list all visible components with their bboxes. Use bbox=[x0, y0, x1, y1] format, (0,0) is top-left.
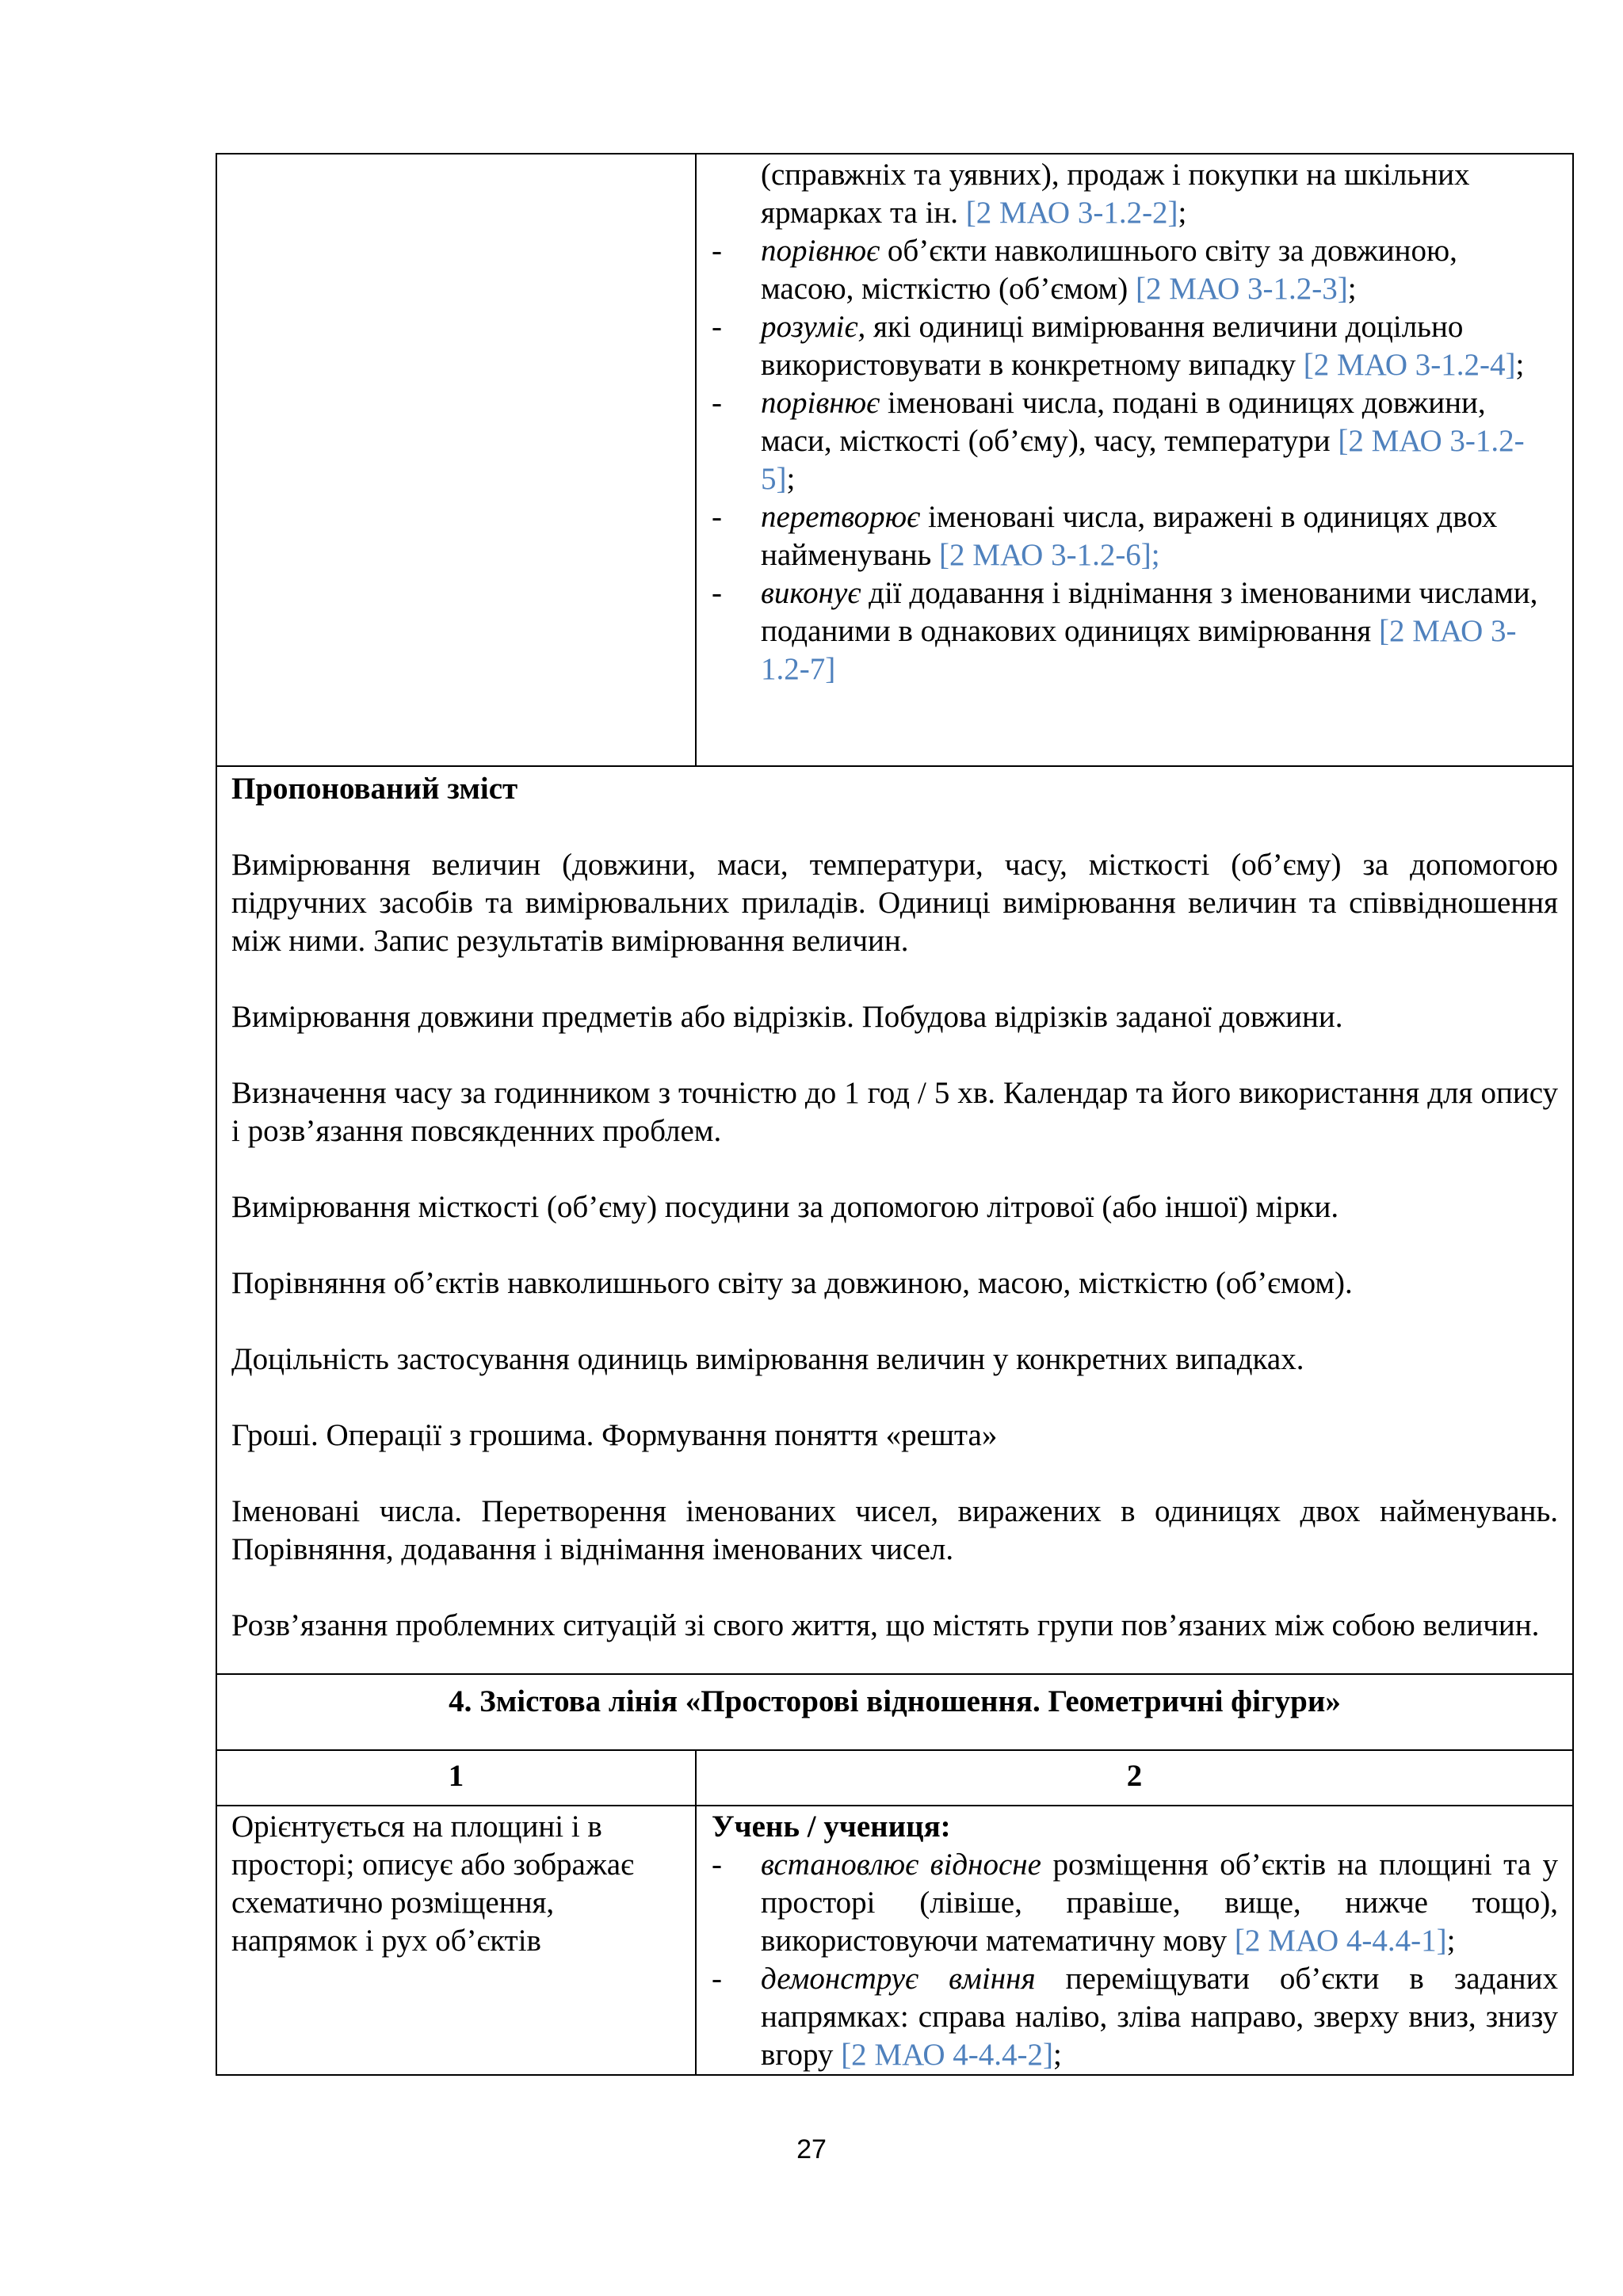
column-number-1: 1 bbox=[216, 1750, 696, 1806]
general-outcome-cell bbox=[216, 1806, 696, 2075]
section4-content-row bbox=[216, 1806, 1573, 2075]
curriculum-ref: [2 МАО 3-1.2-5] bbox=[761, 424, 1525, 496]
outcomes-list-top bbox=[697, 156, 1555, 688]
document-table bbox=[216, 153, 1574, 2076]
list-item: - демонструє вміння переміщувати об’єкти в заданих напрямках: справа наліво, зліва направо, зверху вниз, знизу вгору [2 МАО 4-4.4-2]; bbox=[712, 1962, 1558, 2072]
proposed-heading: Пропонований зміст bbox=[231, 772, 518, 806]
pupil-label: Учень / учениця: bbox=[712, 1810, 951, 1844]
list-item: - виконує дії додавання і віднімання з іменованими числами, поданими в однакових одиницях вимірювання [2 МАО 3-1.2-7] bbox=[712, 576, 1538, 686]
proposed-content-row bbox=[216, 766, 1573, 1674]
paragraph: Порівняння об’єктів навколишнього світу за довжиною, масою, місткістю (об’ємом). bbox=[231, 1266, 1353, 1300]
top-right-cell bbox=[696, 154, 1573, 766]
curriculum-ref: [2 МАО 3-1.2-2] bbox=[965, 196, 1178, 230]
paragraph: Вимірювання довжини предметів або відрізків. Побудова відрізків заданої довжини. bbox=[231, 1000, 1343, 1034]
curriculum-ref: [2 МАО 3-1.2-3] bbox=[1135, 272, 1348, 306]
column-number-row bbox=[216, 1750, 1573, 1806]
section-title: 4. Змістова лінія «Просторові відношення. Геометричні фігури» bbox=[216, 1674, 1573, 1750]
list-item: - встановлює відносне розміщення об’єктів на площині та у просторі (лівіше, правіше, вище, нижче тощо), використовуючи математичну мову [2 МАО 4-4.4-1]; bbox=[712, 1848, 1558, 1958]
general-outcome-text: Орієнтується на площині і в просторі; описує або зображає схематично розміщення, напрямок і рух об’єктів bbox=[231, 1810, 634, 1958]
list-item: - порівнює об’єкти навколишнього світу за довжиною, масою, місткістю (об’ємом) [2 МАО 3-1.2-3]; bbox=[712, 234, 1457, 306]
section-title-row bbox=[216, 1674, 1573, 1750]
page-number: 27 bbox=[796, 2134, 827, 2164]
outcomes-list-section4 bbox=[697, 1846, 1558, 2074]
paragraph: Гроші. Операції з грошима. Формування поняття «решта» bbox=[231, 1418, 998, 1452]
proposed-content-cell bbox=[216, 766, 1573, 1674]
specific-outcomes-cell bbox=[696, 1806, 1573, 2075]
paragraph: Розв’язання проблемних ситуацій зі свого життя, що містять групи пов’язаних між собою величин. bbox=[231, 1608, 1540, 1642]
paragraph: Іменовані числа. Перетворення іменованих чисел, виражених в одиницях двох найменувань. Порівняння, додавання і віднімання іменованих чисел. bbox=[231, 1494, 1558, 1566]
list-item: - перетворює іменовані числа, виражені в одиницях двох найменувань [2 МАО 3-1.2-6]; bbox=[712, 500, 1498, 572]
paragraph: Вимірювання місткості (об’єму) посудини за допомогою літрової (або іншої) мірки. bbox=[231, 1190, 1339, 1224]
paragraph: Визначення часу за годинником з точністю до 1 год / 5 хв. Календар та його використання для опису і розв’язання повсякденних проблем. bbox=[231, 1076, 1558, 1148]
list-item: - розуміє, які одиниці вимірювання величини доцільно використовувати в конкретному випадку [2 МАО 3-1.2-4]; bbox=[712, 310, 1525, 382]
paragraph: Вимірювання величин (довжини, маси, температури, часу, місткості (об’єму) за допомогою підручних засобів та вимірювальних приладів. Одиниці вимірювання величин та співвідношення між ними. Запис результатів вимірювання величин. bbox=[231, 848, 1558, 958]
curriculum-ref: [2 МАО 4-4.4-1] bbox=[1234, 1924, 1447, 1958]
top-row bbox=[216, 154, 1573, 766]
curriculum-ref: [2 МАО 4-4.4-2] bbox=[841, 2038, 1053, 2072]
column-number-2: 2 bbox=[696, 1750, 1573, 1806]
curriculum-ref: [2 МАО 3-1.2-7] bbox=[761, 614, 1517, 686]
paragraph: Доцільність застосування одиниць вимірювання величин у конкретних випадках. bbox=[231, 1342, 1304, 1376]
top-left-empty-cell bbox=[216, 154, 696, 766]
list-item: (справжніх та уявних), продаж і покупки на шкільних ярмарках та ін. [2 МАО 3-1.2-2]; bbox=[761, 158, 1470, 230]
curriculum-ref: [2 МАО 3-1.2-6]; bbox=[939, 538, 1160, 572]
list-item: - порівнює іменовані числа, подані в одиницях довжини, маси, місткості (об’єму), часу, температури [2 МАО 3-1.2-5]; bbox=[712, 386, 1525, 496]
curriculum-ref: [2 МАО 3-1.2-4] bbox=[1303, 348, 1516, 382]
